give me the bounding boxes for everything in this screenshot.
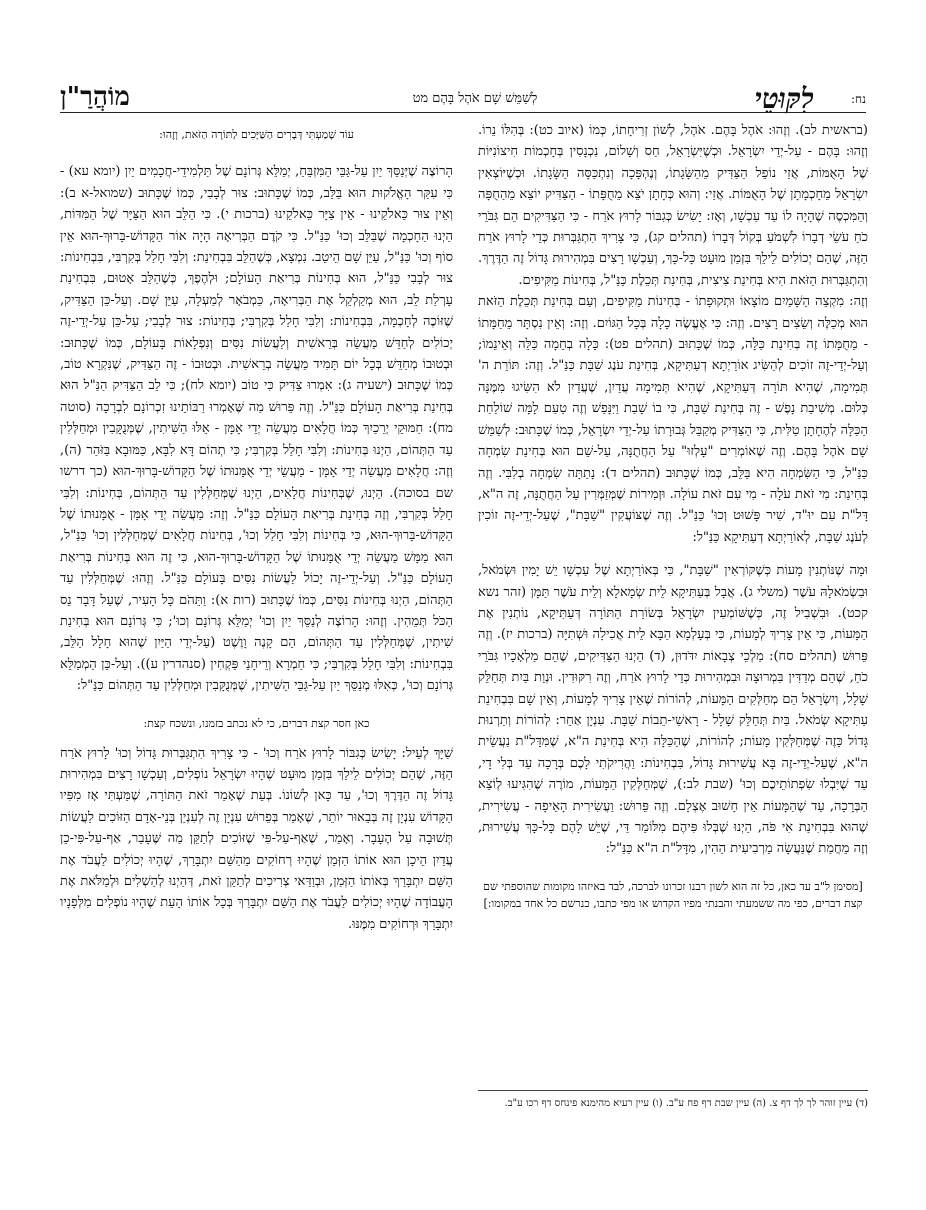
footnotes: (ד) עיין זוהר לך לך דף צ. (ה) עיין שבת דף פח ע"ב. (ו) עיין רעיא מהימנא פינחס דף רכו ע"ב.: [504, 1098, 868, 1109]
left-column: [60, 120, 453, 935]
right-paragraph-3: וּמָה שֶׁנּוֹתְנִין מָעוֹת כְּשֶׁקּוֹרְאִין "שַׁבָּת", כִּי בְּאוֹרַיְתָא שֶׁל עַכְשָׁו יֵשׁ יָמִין וּשְׂמֹאל, וּבִשְׂמֹאלָהּ עֹשֶׁר (משלי ג). אֲבָל בְּעַתִּיקָא לֵית שְׂמָאלָא וְלֵית עֹשֶׁר תַּמָּן (זהר נשא קכט). וּבִשְׁבִיל זֶה, כְּשֶׁשּׁוֹמְעִין יִשְׂרָאֵל בְּשׂוֹרַת הַתּוֹרָה דְּעַתִּיקָא, נוֹתְנִין אֶת הַמָּעוֹת, כִּי אֵין צָרִיךְ לְמָעוֹת, כִּי בְּעָלְמָא הַבָּא לֵית אֲכִילָה וּשְׁתִיָּה (ברכות יז). וְזֶה פֵּרוּשׁ (תהלים סח): מַלְכֵי צְבָאוֹת יִדֹּדוּן, (ד) הַיְנוּ הַצַּדִּיקִים, שֶׁהֵם מַלְאָכָיו גִּבֹּרֵי כֹחַ, שֶׁהֵם מְדַדִּין בִּמְרוּצָה וּבִמְהִירוּת כְּדֵי לָרוּץ אֹרַח, וְזֶה רִקּוּדִין. וּנְוַת בַּיִת תְּחַלֵּק שָׁלָל, וְיִשְׂרָאֵל הֵם מְחַלְּקִים הַמָּעוֹת, לְהוֹרוֹת שֶׁאֵין צָרִיךְ לְמָעוֹת, וְאֵין שָׁם בִּבְחִינַת עַתִּיקָא שְׂמֹאל. בַּיִת תְּחַלֵּק שָׁלָל - רָאשֵׁי-תֵבוֹת שַׁבָּת. עִנְיָן אַחֵר: לְהוֹרוֹת וְתַרְנוּת גָּדוֹל כָּזֶה שֶׁמְּחַלְּקִין מָעוֹת; לְהוֹרוֹת, שֶׁהַכַּלָּה הִיא בְּחִינַת ה"א, שֶׁמִּדָּל"ת נַעֲשֵׂית ה"א, שֶׁעַל-יְדֵי-זֶה בָּא עֲשִׁירוּת גָּדוֹל, בִּבְחִינוֹת: וַהֲרִיקֹתִי לָכֶם בְּרָכָה עַד בְּלִי דָי, עַד שֶׁיִּבְלוּ שִׂפְתוֹתֵיכֶם וְכוּ' (שבת לב:), שֶׁמְּחַלְּקִין הַמָּעוֹת, מוֹרֶה שֶׁהִגִּיעוּ לְוֹצֵא הַבְּרָכָה, עַד שֶׁהַמָּעוֹת אֵין חָשׁוּב אֶצְלָם. וְזֶה פֵּרוּשׁ: וַעֲשִׂירִית הָאֵיפָה - עֲשִׂירִית, שֶׁהוּא בִּבְחִינַת אִי פֹּה, הַיְנוּ שֶׁבְּלוּ פִּיהֶם מִלּוֹמַר דַּי, שֶׁיֵּשׁ לָהֶם כָּל-כָּךְ עֲשִׁירוּת, וְזֶה מֵחֲמַת שֶׁנַּעֲשָׂה מֵרְבִיעִית הַהִין, מִדָּל"ת ה"א כַּנַּ"ל:: [478, 563, 868, 857]
running-head: לְשַׁמֵּשׁ שָׁם אֹהֶל בָּהֶם מט: [412, 91, 538, 106]
left-intro: עוֹד שָׁמַעְתִּי דְּבָרִים הַשַּׁיָּכִים לַתּוֹרָה הַזֹּאת, וְזֶהוּ:: [159, 128, 354, 141]
right-bracket-note: [מסימן ל"ב עד כאן, כל זה הוא לשון רבנו זכרונו לברכה, לבד באיזהו מקומות שהוספתי שם קצת דברים, כפי מה ששמעתי והבנתי מפיו הקדוש או מפי כתבו, כנרשם כל אחד במקומו:]: [483, 879, 863, 910]
footnote-rule: [478, 1090, 868, 1091]
left-paragraph-2: שַׁיָּךְ לְעֵיל: יָשִׂישׂ כְּגִבּוֹר לָרוּץ אֹרַח וְכוּ' - כִּי צָרִיךְ הִתְגַּבְּרוּת גָּדוֹל וְכוּ' לָרוּץ אֹרַח הַזֶּה, שֶׁהֵם יְכוֹלִים לֵילֵךְ בִּזְמַן מוּעָט שֶׁהָיוּ יִשְׂרָאֵל נוֹפְלִים, וְעַכְשָׁו רָצִים בִּמְהִירוּת גָּדוֹל זֶה הַדֶּרֶךְ וְכוּ', עַד כָּאן לְשׁוֹנוֹ. בְּעֵת שֶׁאָמַר זֹאת הַתּוֹרָה, שֶׁמַּעְתִּי אָז מִפִּיו הַקָּדוֹשׁ עִנְיָן זֶה בְּבֵאוּר יוֹתֵר, שֶׁאָמַר בְּפֵרוּשׁ עִנְיָן זֶה לְעִנְיַן בְּנֵי-אָדָם הַזּוֹכִים לַעֲשׂוֹת תְּשׁוּבָה עַל הֶעָבָר. וְאָמַר, שֶׁאַף-עַל-פִּי שֶׁזּוֹכִים לְתַקֵּן מַה שֶּׁעָבַר, אַף-עַל-פִּי-כֵן עֲדַיִן הֵיכָן הוּא אוֹתוֹ הַזְּמַן שֶׁהָיוּ רְחוֹקִים מֵהַשֵּׁם יִתְבָּרַךְ, שֶׁהָיוּ יְכוֹלִים לַעֲבֹד אֶת הַשֵּׁם יִתְבָּרַךְ בְּאוֹתוֹ הַזְּמַן, וּבְוַדַּאי צְרִיכִים לְתַקֵּן זֹאת, דְּהַיְנוּ לְהַשְׁלִים וּלְמַלֹּאת אֶת הָעֲבוֹדָה שֶׁהָיוּ יְכוֹלִים לַעֲבֹד אֶת הַשֵּׁם יִתְבָּרַךְ בְּכָל אוֹתוֹ הָעֵת שֶׁהָיוּ נוֹפְלִים מִלְּפָנָיו יִתְבָּרַךְ וּרְחוֹקִים מִמֶּנּוּ.: [60, 745, 453, 932]
book-title: לִקּוּטֵי: [754, 82, 814, 115]
page-header: [60, 82, 866, 115]
right-paragraph-2: וְזֶה: מִקְצֵה הַשָּׁמַיִם מוֹצָאוֹ וּתְקוּפָתוֹ - בְּחִינוֹת מַקִּיפִים, וְעַם בְּחִינַת תְּכֵלֶת הַזֹּאת הוּא מְכַלֶּה וְשֵׂצִים רָצִים. וְזֶה: כִּי אֶעֱשֶׂה כָלָה בְּכָל הַגּוֹיִם. וְזֶה: וְאֵין נִסְתָּר מֵחַמָּתוֹ - מֵחֻמָּתוֹ זֶה בְּחִינַת כַּלָּה, כְּמוֹ שֶׁכָּתוּב (תהלים פט): כָּלָה בְחֵמָה כַּלֵּה וְאֵינֵמוֹ; וְעַל-יְדֵי-זֶה זוֹכִים לְהַשִּׂיג אוֹרַיְתָא דְעַתִּיקָא, בְּחִינַת עֹנֶג שַׁבָּת כַּנַּ"ל. וְזֶה: תּוֹרַת ה' תְּמִימָה, שֶׁהִיא תּוֹרָה דְּעַתִּיקָא, שֶׁהִיא תְּמִימָה עֲדַיִן, שֶׁעֲדַיִן לֹא הִשִּׂיגוּ מִמֶּנָּה כְּלוּם. מְשִׁיבַת נָפֶשׁ - זֶה בְּחִינַת שַׁבָּת, כִּי בוֹ שָׁבַת וַיִּנָּפַשׁ וְזֶה טַעַם לָמָּה שׁוֹלַחַת הַכַּלָּה לְהֶחָתָן טַלִּית, כִּי הַצַּדִּיק מְקַבֵּל גְּבוּרָתוֹ עַל-יְדֵי יִשְׂרָאֵל, כְּמוֹ שֶׁכָּתוּב: לְשַׁמֵּשׁ שָׁם אֹהֶל בָּהֶם. וְזֶה שֶׁאוֹמְרִים "עָלְזוּ" עַל הַחֲתֻנָּה, עַל-שֵׁם הוּא בְּחִינַת שִׂמְחָה כַּנַּ"ל, כִּי הַשִּׂמְחָה הִיא בַּלֵּב, כְּמוֹ שֶׁכָּתוּב (תהלים ד): נָתַתָּה שִׂמְחָה בְלִבִּי. וְזֶה בְּחִינַת: מִי זֹאת עֹלָה - מִי עִם זֹאת עוֹלָה. וּזְמִירוֹת שֶׁמְּזַמְּרִין עַל הַחֲתֻנָּה, זֶה ה"א, דָּל"ת עִם יוּ"ד, שִׁיר פָּשׁוּט וְכוּ' כַּנַּ"ל. וְזֶה שֶׁצּוֹעֲקִין "שַׁבָּת", שֶׁעַל-יְדֵי-זֶה זוֹכִין לְעֹנֶג שַׁבָּת, לְאוֹרַיְתָא דְעַתִּיקָא כַּנַּ"ל:: [478, 294, 868, 545]
left-note: כאן חסר קצת דברים, כי לא נכתב בזמנו, ונשכח קצת:: [143, 716, 370, 730]
right-column: [478, 120, 868, 923]
author-title: מוֹהֲרַ"ן: [60, 82, 130, 112]
right-paragraph-1: (בראשית לב). וְזֶהוּ: אֹהֶל בָּהֶם. אֹהֶל, לְשׁוֹן זְרִיחָתוֹ, כְּמוֹ (איוב כט): בְּהִלּוֹ נֵרוֹ. וְזֶהוּ: בָּהֶם - עַל-יְדֵי יִשְׂרָאֵל. וּכְשֶׁיִּשְׂרָאֵל, חַס וְשָׁלוֹם, נִכְנָסִין בְּחָכְמוֹת חִיצוֹנִיּוֹת שֶׁל הָאֻמּוֹת, אֲזַי נוֹפֵל הַצַּדִּיק מֵהַשָּׂגָתוֹ, וְנֶהְפָּכָה וְנִתְכַּסָּה הַשָּׂגָתוֹ. וּכְשֶׁיּוֹצְאִין יִשְׂרָאֵל מֵחָכְמָתָן שֶׁל הָאֻמּוֹת. אֲזַי: וְהוּא כְּחָתָן יֹצֵא מֵחֻפָּתוֹ - הַצַּדִּיק יוֹצֵא מֵהַחֻפָּה וְהַמִּכְסֶה שֶׁהָיָה לוֹ עַד עַכְשָׁו, וְאָז: יָשִׂישׂ כְּגִבּוֹר לָרוּץ אֹרַח - כִּי הַצַּדִּיקִים הֵם גִּבֹּרֵי כֹחַ עֹשֵׂי דְבָרוֹ לִשְׁמֹעַ בְּקוֹל דְּבָרוֹ (תהלים קג), כִּי צָרִיךְ הִתְגַּבְּרוּת כְּדֵי לָרוּץ אֹרַח הַזֶּה, שֶׁהֵם יְכוֹלִים לֵילֵךְ בִּזְמַן מוּעָט כָּל-כָּךְ, וְעַכְשָׁו רָצִים בִּמְהִירוּת גָּדוֹל זֶה הַדֶּרֶךְ. וְהִתְגַּבְּרוּת הַזֹּאת הִיא בְּחִינַת צִיצִית, בְּחִינַת תְּכֵלֶת כַּנַּ"ל, בְּחִינוֹת מַקִּיפִים.: [478, 123, 868, 288]
header-rule: [60, 112, 866, 113]
page-number: נח:: [850, 92, 866, 106]
left-paragraph-1: הָרוֹצֶה שֶׁיְּנַסֵּךְ יַיִן עַל-גַּבֵּי הַמִּזְבֵּחַ, יְמַלֵּא גְּרוֹנָם שֶׁל תַּלְמִידֵי-חֲכָמִים יַיִן (יומא עא) - כִּי עִקַּר הָאֱלֹקוּת הוּא בַּלֵּב, כְּמוֹ שֶׁכָּתוּב: צוּר לְבָבִי, כְּמוֹ שֶׁכָּתוּב (שמואל-א ב): וְאֵין צוּר כֵּאלֹקֵינוּ - אֵין צַיָּר כֵּאלֹקֵינוּ (ברכות י). כִּי הַלֵּב הוּא הַצַּיָּר שֶׁל הַמִּדּוֹת, הַיְנוּ הַחָכְמָה שֶׁבַּלֵּב וְכוּ' כַּנַּ"ל. כִּי קֹדֶם הַבְּרִיאָה הָיָה אוֹר הַקָּדוֹשׁ-בָּרוּךְ-הוּא אֵין סוֹף וְכוּ' כַּנַּ"ל, עַיֵּן שָׁם הֵיטֵב. נִמְצָא, כְּשֶׁהַלֵּב בִּבְחִינַת: וְלִבִּי חָלַל בְּקִרְבִּי, בִּבְחִינוֹת: צוּר לְבָבִי כַּנַּ"ל, הוּא בְּחִינוֹת בְּרִיאַת הָעוֹלָם; וּלְהֶפֶךְ, כְּשֶׁהַלֵּב אָטוּם, בִּבְחִינַת עָרְלַת לֵב, הוּא מְקַלְקֵל אֶת הַבְּרִיאָה, כַּמְבֹאָר לְמַעְלָה, עַיֵּן שָׁם. וְעַל-כֵּן הַצַּדִּיק, שֶׁזּוֹכֶה לְחָכְמָה, בִּבְחִינוֹת: וְלִבִּי חָלַל בְּקִרְבִּי; בְּחִינוֹת: צוּר לְבָבִי; עַל-כֵּן עַל-יְדֵי-זֶה יְכוֹלִים לְחַדֵּשׁ מַעֲשֵׂה בְּרֵאשִׁית וְלַעֲשׂוֹת נִסִּים וְנִפְלָאוֹת בָּעוֹלָם, כְּמוֹ שֶׁכָּתוּב: וּבְטוּבוֹ מְחַדֵּשׁ בְּכָל יוֹם תָּמִיד מַעֲשֵׂה בְרֵאשִׁית. וּבְטוּבוֹ - זֶה הַצַּדִּיק, שֶׁנִּקְרָא טוֹב, כְּמוֹ שֶׁכָּתוּב (ישעיה ג): אִמְרוּ צַדִּיק כִּי טוֹב (יומא לח); כִּי לֵב הַצַּדִּיק הַנַּ"ל הוּא בְּחִינַת בְּרִיאַת הָעוֹלָם כַּנַּ"ל. וְזֶה פֵּרוּשׁ מַה שֶּׁאָמְרוּ רַבּוֹתֵינוּ זִכְרוֹנָם לִבְרָכָה (סוטה מח): חַמּוּקֵי יְרֵכַיִךְ כְּמוֹ חֲלָאִים מַעֲשֵׂה יְדֵי אָמָּן - אֵלּוּ הַשִּׁיתִין, שֶׁמְּנֻקָּבִין וּמְחַלְּלִין עַד הַתְּהוֹם, הַיְנוּ בְּחִינוֹת: וְלִבִּי חָלַל בְּקִרְבִּי; כִּי תְהוֹם דָּא לִבָּא, כַּמּוּבָא בַּזֹּהַר (ה), וְזֶה: חֲלָאִים מַעֲשֵׂה יְדֵי אָמָּן - מַעֲשֵׂי יְדֵי אֻמָּנוּתוֹ שֶׁל הַקָּדוֹשׁ-בָּרוּךְ-הוּא (כך דרשו שם בסוכה). הַיְנוּ, שֶׁבְּחִינוֹת חֲלָאִים, הַיְנוּ שֶׁמְּחַלְּלִין עַד הַתְּהוֹם, בְּחִינוֹת: וְלִבִּי חָלַל בְּקִרְבִּי, וְזֶה בְּחִינַת בְּרִיאַת הָעוֹלָם כַּנַּ"ל. וְזֶה: מַעֲשֵׂה יְדֵי אָמָּן - אֻמָּנוּתוֹ שֶׁל הַקָּדוֹשׁ-בָּרוּךְ-הוּא, כִּי בְּחִינוֹת וְלִבִּי חָלַל וְכוּ', בְּחִינוֹת חֲלָאִים שֶׁמְּחַלְּלִין וְכוּ' כַּנַּ"ל, הוּא מַמָּשׁ מַעֲשֵׂה יְדֵי אֻמָּנוּתוֹ שֶׁל הַקָּדוֹשׁ-בָּרוּךְ-הוּא, כִּי זֶה הוּא בְּחִינוֹת בְּרִיאַת הָעוֹלָם כַּנַּ"ל. וְעַל-יְדֵי-זֶה יָכוֹל לַעֲשׂוֹת נִסִּים בָּעוֹלָם כַּנַּ"ל. וְזֶהוּ: שֶׁמְּחַלְּלִין עַד הַתְּהוֹם, הַיְנוּ בְּחִינוֹת נִסִּים, כְּמוֹ שֶׁכָּתוּב (רות א): וַתֵּהֹם כָּל הָעִיר, שֶׁעַל דָּבָר נֵס הַכֹּל תְּמֵהִין. וְזֶהוּ: הָרוֹצֶה לְנַסֵּךְ יַיִן וְכוּ' יְמַלֵּא גְּרוֹנָם וְכוּ'; כִּי גְּרוֹנָם הוּא בְּחִינַת שִׁיתִין, שֶׁמְּחַלְּלִין עַד הַתְּהוֹם, הֵם קָנֶה וָוֶשֶׁט (עַל-יְדֵי הַיַּיִן שֶׁהוּא חָלָל הַלֵּב, בִּבְחִינוֹת: וְלִבִּי חָלַל בְּקִרְבִּי; כִּי חַמְרָא וְרֵיחָנֵי פַּקְחִין (סנהדרין ע)). וְעַל-כֵּן הַמְמַלֵּא גְּרוֹנָם וְכוּ', כְּאִלּוּ מְנַסֵּךְ יַיִן עַל-גַּבֵּי הַשִּׁיתִין, שֶׁמְּנֻקָּבִין וּמְחַלְּלִין עַד הַתְּהוֹם כַּנַּ"ל:: [60, 164, 453, 694]
